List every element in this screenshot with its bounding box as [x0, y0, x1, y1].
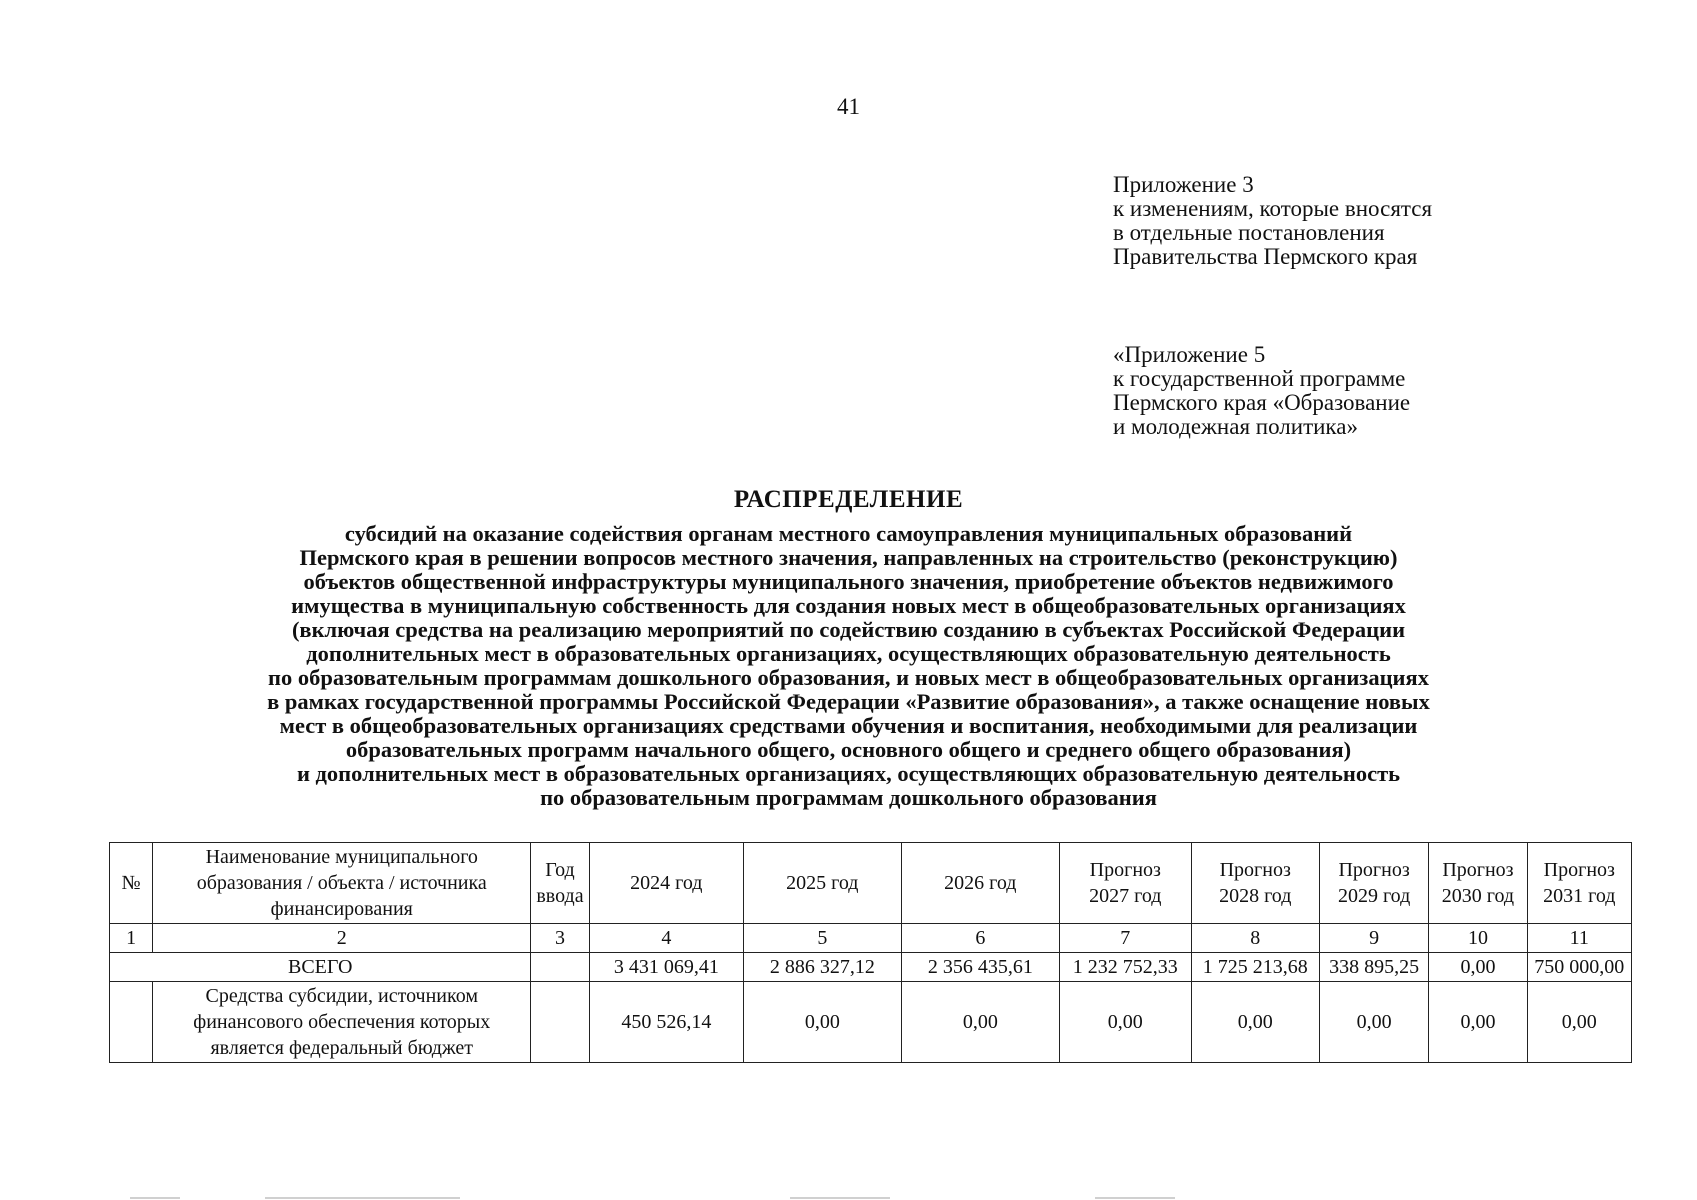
total-value: 0,00	[1429, 953, 1527, 982]
header-forecast-line: 2027 год	[1089, 885, 1162, 907]
annex-5-reference	[1113, 343, 1410, 439]
page-number: 41	[837, 94, 860, 119]
column-number: 1	[110, 924, 153, 953]
annex-3-line: Правительства Пермского края	[1113, 244, 1418, 269]
column-number: 11	[1527, 924, 1631, 953]
subtitle-line: Пермского края в решении вопросов местного значения, направленных на строительство (реконструкцию)	[299, 545, 1398, 570]
scan-edge-mark	[1095, 1197, 1175, 1199]
federal-value: 0,00	[1191, 982, 1319, 1063]
column-number: 2	[153, 924, 531, 953]
federal-source-label	[153, 982, 531, 1063]
table-row-total	[110, 953, 1632, 982]
total-value: 3 431 069,41	[589, 953, 744, 982]
subtitle-line: по образовательным программам дошкольного образования, и новых мест в общеобразовательных организациях	[268, 665, 1429, 690]
header-forecast-2029	[1319, 843, 1428, 924]
header-forecast-line: 2030 год	[1441, 885, 1515, 907]
document-subtitle	[100, 522, 1597, 810]
header-forecast-line: Прогноз	[1543, 859, 1615, 881]
header-name-line: Наименование муниципального	[205, 846, 478, 868]
total-label: ВСЕГО	[110, 953, 531, 982]
subtitle-line: образовательных программ начального общего, основного общего и среднего общего образования)	[345, 737, 1352, 762]
total-value: 338 895,25	[1319, 953, 1428, 982]
subtitle-line: в рамках государственной программы Российской Федерации «Развитие образования», а также оснащение новых	[267, 689, 1430, 714]
subtitle-line: и дополнительных мест в образовательных организациях, осуществляющих образовательную деятельность	[296, 761, 1401, 786]
annex-5-line: и молодежная политика»	[1113, 414, 1358, 439]
header-2025: 2025 год	[744, 843, 902, 924]
federal-value: 0,00	[1060, 982, 1191, 1063]
total-value: 1 232 752,33	[1060, 953, 1191, 982]
header-forecast-line: 2028 год	[1219, 885, 1292, 907]
column-number-row	[110, 924, 1632, 953]
empty-cell	[531, 953, 589, 982]
federal-label-line: Средства субсидии, источником	[205, 985, 478, 1007]
annex-3-line: Приложение 3	[1113, 172, 1254, 197]
subtitle-line: дополнительных мест в образовательных организациях, осуществляющих образовательную деятельность	[306, 641, 1391, 666]
header-name-line: финансирования	[270, 898, 413, 920]
column-number: 6	[901, 924, 1060, 953]
subsidy-distribution-table	[109, 842, 1632, 1063]
header-forecast-line: Прогноз	[1219, 859, 1291, 881]
subtitle-line: (включая средства на реализацию мероприятий по содействию созданию в субъектах Российской Федерации	[291, 617, 1406, 642]
header-forecast-line: 2031 год	[1543, 885, 1616, 907]
subtitle-line: объектов общественной инфраструктуры муниципального значения, приобретение объектов недвижимого	[303, 569, 1394, 594]
column-number: 9	[1319, 924, 1428, 953]
table-row-federal-budget	[110, 982, 1632, 1063]
annex-3-reference	[1113, 173, 1432, 269]
header-forecast-2027	[1060, 843, 1191, 924]
column-number: 3	[531, 924, 589, 953]
header-name	[153, 843, 531, 924]
header-2026: 2026 год	[901, 843, 1060, 924]
column-number: 7	[1060, 924, 1191, 953]
column-number: 4	[589, 924, 744, 953]
scan-edge-mark	[790, 1197, 890, 1199]
scan-edge-mark	[265, 1197, 460, 1199]
header-forecast-line: Прогноз	[1089, 859, 1161, 881]
annex-5-line: «Приложение 5	[1113, 342, 1266, 367]
subtitle-line: мест в общеобразовательных организациях средствами обучения и воспитания, необходимыми для реализации	[279, 713, 1418, 738]
table-header-row	[110, 843, 1632, 924]
annex-3-line: в отдельные постановления	[1113, 220, 1385, 245]
header-forecast-line: Прогноз	[1338, 859, 1410, 881]
header-forecast-2031	[1527, 843, 1631, 924]
annex-5-line: к государственной программе	[1113, 366, 1406, 391]
header-number: №	[110, 843, 153, 924]
header-year-line: Год	[545, 859, 575, 881]
federal-value: 0,00	[1527, 982, 1631, 1063]
total-value: 750 000,00	[1527, 953, 1631, 982]
subtitle-line: имущества в муниципальную собственность для создания новых мест в общеобразовательных организациях	[291, 593, 1406, 618]
document-title: РАСПРЕДЕЛЕНИЕ	[733, 486, 964, 513]
scan-edge-mark	[130, 1197, 180, 1199]
annex-3-line: к изменениям, которые вносятся	[1113, 196, 1433, 221]
empty-cell	[531, 982, 589, 1063]
federal-value: 0,00	[744, 982, 902, 1063]
federal-label-line: финансового обеспечения которых	[193, 1011, 491, 1033]
header-forecast-line: 2029 год	[1337, 885, 1411, 907]
header-forecast-line: Прогноз	[1442, 859, 1514, 881]
header-commission-year	[531, 843, 589, 924]
empty-cell	[110, 982, 153, 1063]
annex-5-line: Пермского края «Образование	[1113, 390, 1411, 415]
federal-value: 0,00	[1429, 982, 1527, 1063]
header-year-line: ввода	[536, 885, 584, 907]
subtitle-line: по образовательным программам дошкольного образования	[540, 785, 1157, 810]
total-value: 2 886 327,12	[744, 953, 902, 982]
column-number: 5	[744, 924, 902, 953]
header-forecast-2028	[1191, 843, 1319, 924]
federal-label-line: является федеральный бюджет	[210, 1037, 474, 1059]
federal-value: 450 526,14	[589, 982, 744, 1063]
column-number: 8	[1191, 924, 1319, 953]
header-2024: 2024 год	[589, 843, 744, 924]
header-forecast-2030	[1429, 843, 1527, 924]
header-name-line: образования / объекта / источника	[196, 872, 487, 894]
total-value: 1 725 213,68	[1191, 953, 1319, 982]
federal-value: 0,00	[1319, 982, 1428, 1063]
subtitle-line: субсидий на оказание содействия органам местного самоуправления муниципальных образований	[344, 521, 1353, 546]
total-value: 2 356 435,61	[901, 953, 1060, 982]
column-number: 10	[1429, 924, 1527, 953]
federal-value: 0,00	[901, 982, 1060, 1063]
